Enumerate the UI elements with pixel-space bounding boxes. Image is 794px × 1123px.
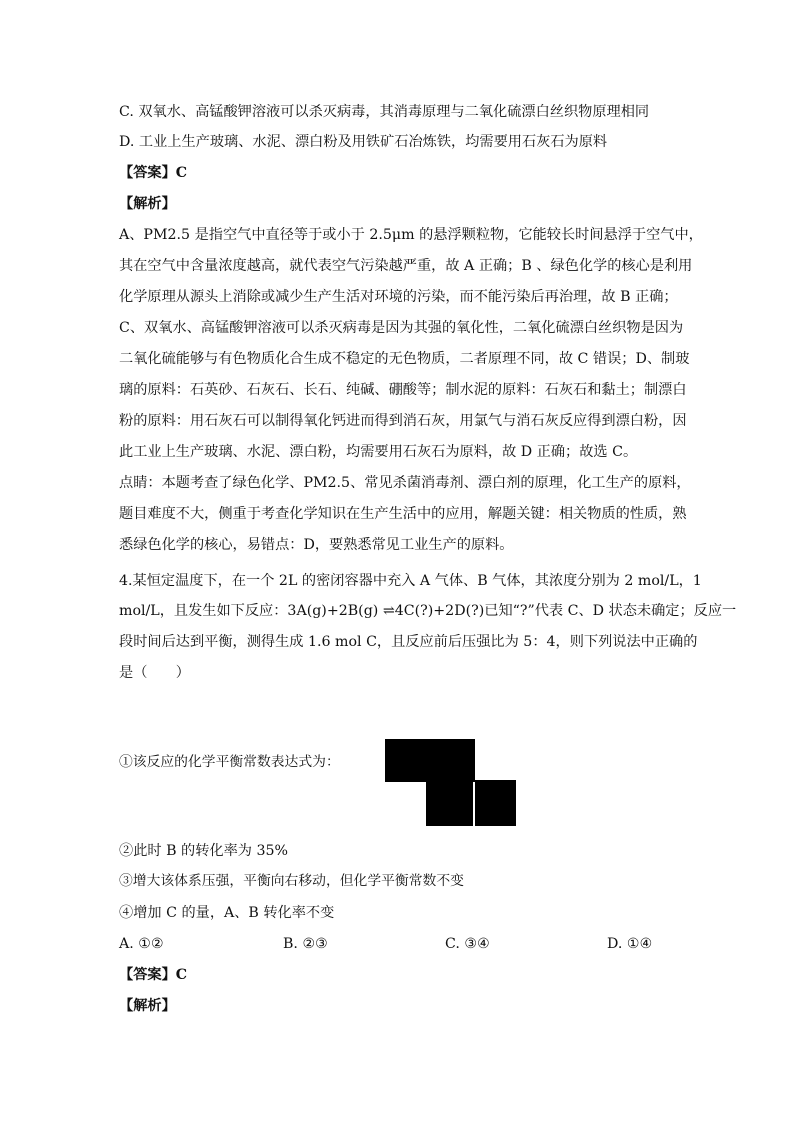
- statement-1: ①该反应的化学平衡常数表达式为：: [119, 754, 340, 770]
- question-line-3: 段时间后达到平衡，测得生成 1.6 mol C，且反应前后压强比为 5：4，则下列说法中正确的: [119, 634, 698, 650]
- comment-line-3: 悉绿色化学的核心，易错点：D，要熟悉常见工业生产的原料。: [119, 537, 514, 553]
- statement-2: ②此时 B 的转化率为 35%: [119, 843, 288, 859]
- choice-d: D. ①④: [607, 936, 653, 952]
- equilibrium-expression-redacted-bottom-right: [475, 780, 516, 826]
- analysis-paragraph-line-4: C、双氧水、高锰酸钾溶液可以杀灭病毒是因为其强的氧化性，二氧化硫漂白丝织物是因为: [119, 320, 684, 336]
- option-c-line: C. 双氧水、高锰酸钾溶液可以杀灭病毒，其消毒原理与二氧化硫漂白丝织物原理相同: [119, 104, 650, 120]
- answer-label-1: 【答案】C: [119, 165, 188, 181]
- equilibrium-expression-redacted-bottom-left: [426, 780, 473, 826]
- analysis-label-1: 【解析】: [119, 196, 176, 212]
- comment-line-1: 点睛：本题考查了绿色化学、PM2.5、常见杀菌消毒剂、漂白剂的原理，化工生产的原料，: [119, 475, 691, 491]
- comment-line-2: 题目难度不大，侧重于考查化学知识在生产生活中的应用，解题关键：相关物质的性质，熟: [119, 506, 687, 522]
- analysis-paragraph-line-6: 璃的原料：石英砂、石灰石、长石、纯碱、硼酸等；制水泥的原料：石灰石和黏土；制漂白: [119, 382, 687, 398]
- equilibrium-expression-redacted-top: [385, 739, 475, 782]
- choice-a: A. ①②: [119, 936, 164, 952]
- analysis-label-2: 【解析】: [119, 998, 176, 1014]
- analysis-paragraph-line-8: 此工业上生产玻璃、水泥、漂白粉，均需要用石灰石为原料，故 D 正确；故选 C。: [119, 444, 638, 460]
- question-line-1: 4.某恒定温度下，在一个 2L 的密闭容器中充入 A 气体、B 气体，其浓度分别为 2 mol/L，1: [119, 573, 702, 589]
- answer-label-2: 【答案】C: [119, 967, 188, 983]
- question-line-4: 是（ ）: [119, 665, 190, 681]
- analysis-paragraph-line-2: 其在空气中含量浓度越高，就代表空气污染越严重，故 A 正确；B 、绿色化学的核心是利用: [119, 258, 693, 274]
- analysis-paragraph-line-3: 化学原理从源头上消除或减少生产生活对环境的污染，而不能污染后再治理，故 B 正确；: [119, 289, 678, 305]
- analysis-paragraph-line-1: A、PM2.5 是指空气中直径等于或小于 2.5μm 的悬浮颗粒物，它能较长时间悬浮于空气中，: [119, 227, 703, 243]
- question-line-2: mol/L，且发生如下反应：3A(g)+2B(g) ⇌4C(?)+2D(?)已知“?”代表 C、D 状态未确定；反应一: [119, 603, 737, 619]
- statement-4: ④增加 C 的量，A、B 转化率不变: [119, 905, 335, 921]
- analysis-paragraph-line-7: 粉的原料：用石灰石可以制得氧化钙进而得到消石灰，用氯气与消石灰反应得到漂白粉，因: [119, 413, 687, 429]
- option-d-line: D. 工业上生产玻璃、水泥、漂白粉及用铁矿石冶炼铁，均需要用石灰石为原料: [119, 134, 608, 150]
- statement-3: ③增大该体系压强，平衡向右移动，但化学平衡常数不变: [119, 873, 464, 889]
- choice-b: B. ②③: [283, 936, 328, 952]
- choice-c: C. ③④: [445, 936, 490, 952]
- analysis-paragraph-line-5: 二氧化硫能够与有色物质化合生成不稳定的无色物质，二者原理不同，故 C 错误；D、制玻: [119, 351, 690, 367]
